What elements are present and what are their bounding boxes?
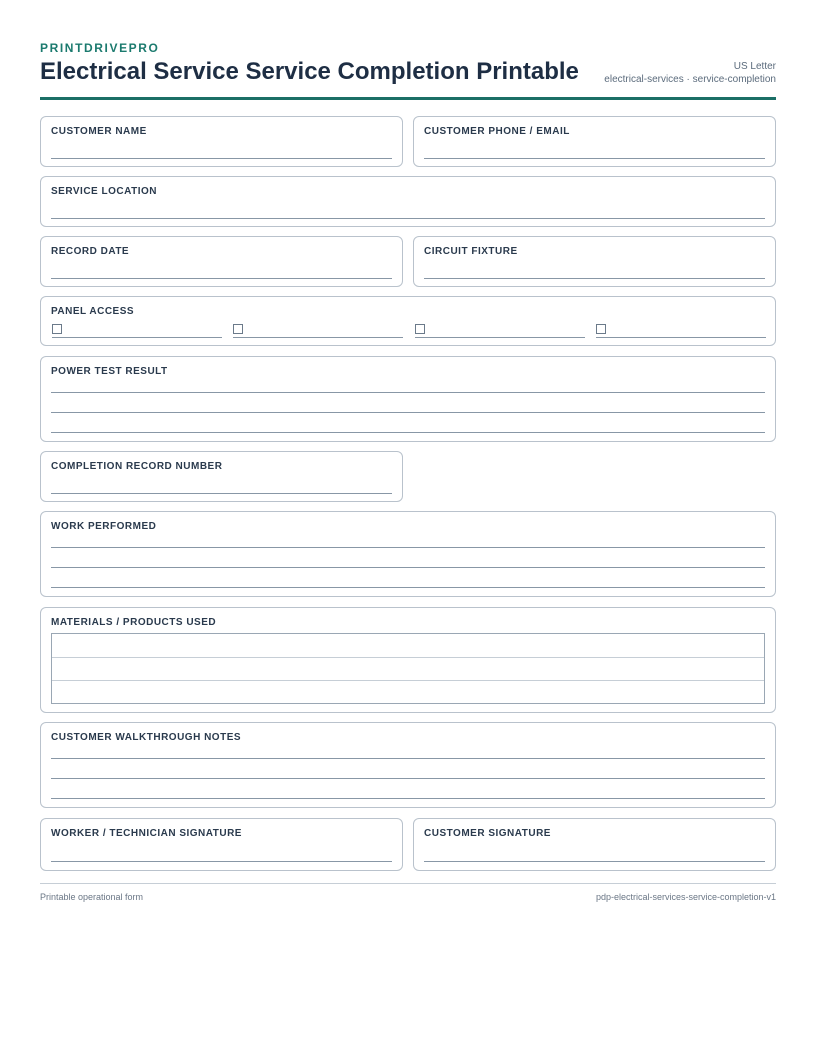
- write-line[interactable]: [51, 158, 392, 159]
- panel-access-option-line-3[interactable]: [415, 337, 585, 338]
- write-line[interactable]: [424, 158, 765, 159]
- customer-walkthrough-notes-field[interactable]: [40, 722, 776, 808]
- panel-access-checkbox-4[interactable]: [596, 324, 606, 334]
- customer-contact-field[interactable]: [413, 116, 776, 167]
- field-label: POWER TEST RESULT: [51, 366, 168, 377]
- panel-access-checkbox-3[interactable]: [415, 324, 425, 334]
- paper-size-label: US Letter: [733, 61, 776, 72]
- write-line[interactable]: [51, 798, 765, 799]
- field-label: CUSTOMER NAME: [51, 126, 147, 137]
- document-meta: [604, 60, 776, 86]
- materials-used-field: [40, 607, 776, 713]
- panel-access-checkbox-2[interactable]: [233, 324, 243, 334]
- completion-record-number-field[interactable]: [40, 451, 403, 502]
- write-line[interactable]: [51, 278, 392, 279]
- footer-form-id: pdp-electrical-services-service-completion-v1: [595, 892, 776, 902]
- panel-access-option-line-2[interactable]: [233, 337, 403, 338]
- field-label: CUSTOMER SIGNATURE: [424, 828, 551, 839]
- write-line[interactable]: [51, 412, 765, 413]
- field-label: CUSTOMER PHONE / EMAIL: [424, 126, 570, 137]
- field-label: WORK PERFORMED: [51, 521, 157, 532]
- panel-access-checkbox-1[interactable]: [52, 324, 62, 334]
- write-line[interactable]: [51, 392, 765, 393]
- panel-access-option-line-1[interactable]: [52, 337, 222, 338]
- signature-line[interactable]: [51, 861, 392, 862]
- write-line[interactable]: [51, 758, 765, 759]
- panel-access-option-line-4[interactable]: [596, 337, 766, 338]
- field-label: PANEL ACCESS: [51, 306, 135, 317]
- field-label: CUSTOMER WALKTHROUGH NOTES: [51, 732, 242, 743]
- brand-logo-text: PRINTDRIVEPRO: [40, 41, 160, 55]
- write-line[interactable]: [51, 493, 392, 494]
- power-test-result-field[interactable]: [40, 356, 776, 442]
- circuit-fixture-field[interactable]: [413, 236, 776, 287]
- write-line[interactable]: [51, 547, 765, 548]
- service-location-field[interactable]: [40, 176, 776, 227]
- panel-access-field: [40, 296, 776, 346]
- footer-divider: [40, 883, 776, 884]
- page-title: Electrical Service Service Completion Printable: [40, 58, 579, 85]
- field-label: CIRCUIT FIXTURE: [424, 246, 518, 257]
- customer-signature-field[interactable]: [413, 818, 776, 871]
- table-row-divider: [52, 680, 764, 681]
- header-divider: [40, 97, 776, 100]
- field-label: RECORD DATE: [51, 246, 130, 257]
- work-performed-field[interactable]: [40, 511, 776, 597]
- write-line[interactable]: [424, 278, 765, 279]
- signature-line[interactable]: [424, 861, 765, 862]
- write-line[interactable]: [51, 218, 765, 219]
- field-label: COMPLETION RECORD NUMBER: [51, 461, 223, 472]
- materials-table: [51, 633, 765, 704]
- worker-signature-field[interactable]: [40, 818, 403, 871]
- write-line[interactable]: [51, 778, 765, 779]
- field-label: MATERIALS / PRODUCTS USED: [51, 617, 217, 628]
- field-label: SERVICE LOCATION: [51, 186, 157, 197]
- customer-name-field[interactable]: [40, 116, 403, 167]
- write-line[interactable]: [51, 587, 765, 588]
- document-tags: electrical-services · service-completion: [604, 74, 776, 85]
- write-line[interactable]: [51, 567, 765, 568]
- table-row-divider: [52, 657, 764, 658]
- record-date-field[interactable]: [40, 236, 403, 287]
- footer-description: Printable operational form: [40, 892, 144, 902]
- write-line[interactable]: [51, 432, 765, 433]
- field-label: WORKER / TECHNICIAN SIGNATURE: [51, 828, 242, 839]
